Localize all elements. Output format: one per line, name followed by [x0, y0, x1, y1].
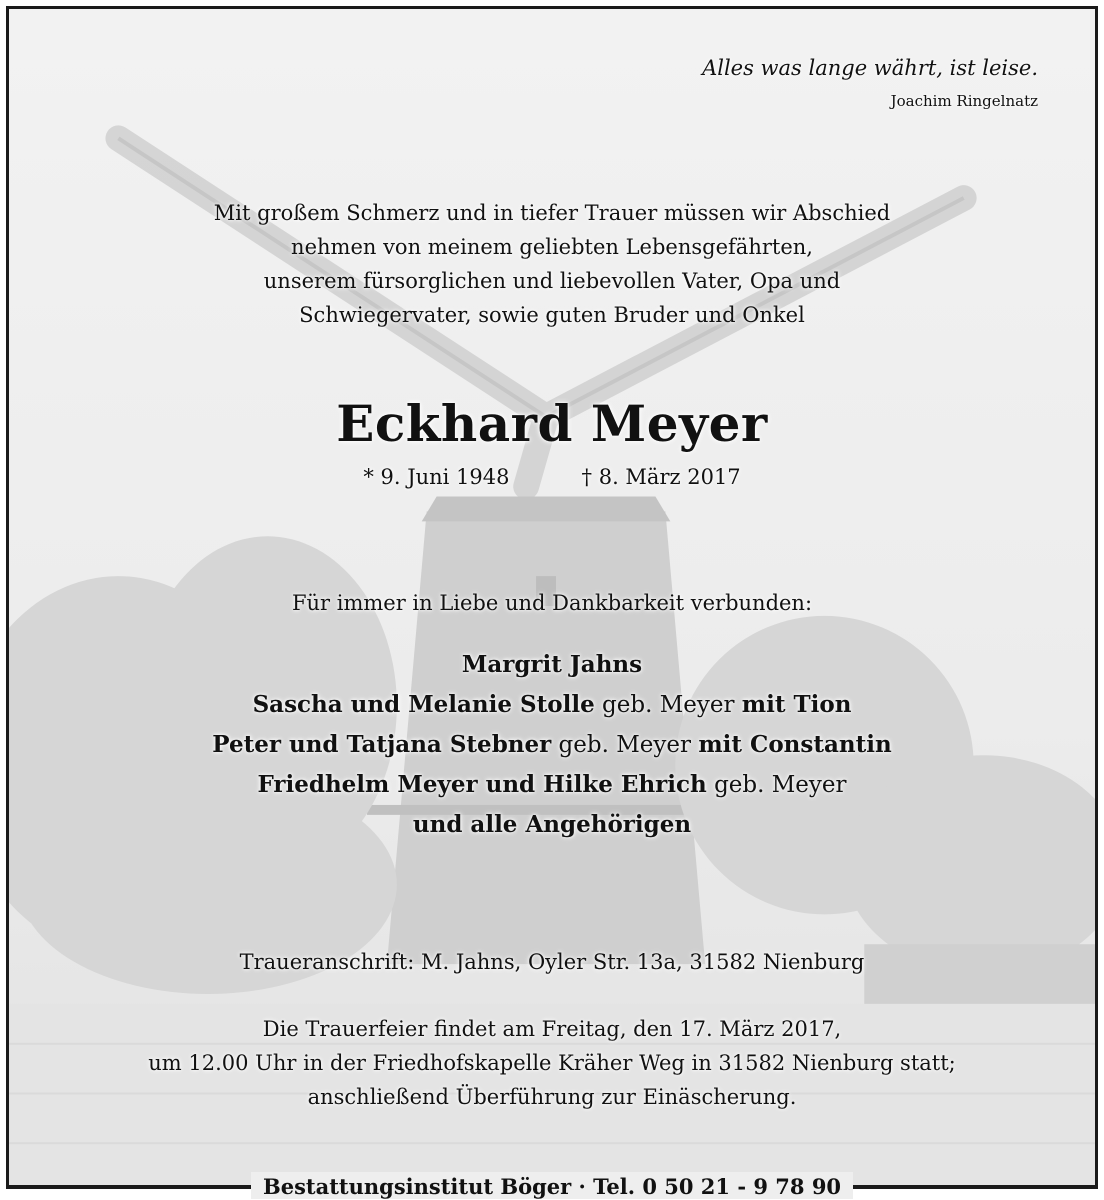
mourner-line: [0, 685, 1104, 725]
mourners-list: [0, 645, 1104, 845]
mourner-line: [0, 645, 1104, 685]
intro-line: unserem fürsorglichen und liebevollen Vater, Opa und: [263, 269, 841, 293]
mourner-note: geb. Meyer: [594, 692, 742, 718]
mourner-name: Sascha und Melanie Stolle: [252, 691, 595, 718]
mourner-name: Peter und Tatjana Stebner: [212, 731, 552, 758]
ceremony-line: Die Trauerfeier findet am Freitag, den 17. März 2017,: [262, 1017, 842, 1041]
ceremony-line: um 12.00 Uhr in der Friedhofskapelle Kräher Weg in 31582 Nienburg statt;: [148, 1051, 956, 1075]
intro-text: [0, 196, 1104, 332]
ceremony-line: anschließend Überführung zur Einäscherung.: [307, 1085, 797, 1109]
mourning-address: Traueranschrift: M. Jahns, Oyler Str. 13a, 31582 Nienburg: [239, 950, 865, 974]
deceased-name: Eckhard Meyer: [336, 394, 768, 453]
intro-line: Mit großem Schmerz und in tiefer Trauer müssen wir Abschied: [213, 201, 891, 225]
footer: [0, 1172, 1104, 1199]
mourner-line: [0, 805, 1104, 845]
death-date: † 8. März 2017: [581, 465, 741, 489]
intro-line: Schwiegervater, sowie guten Bruder und Onkel: [299, 303, 805, 327]
mourner-note: geb. Meyer: [551, 732, 699, 758]
mourner-others: und alle Angehörigen: [412, 811, 692, 838]
funeral-home-contact: Bestattungsinstitut Böger · Tel. 0 50 21 - 9 78 90: [251, 1172, 853, 1199]
intro-line: nehmen von meinem geliebten Lebensgefährten,: [291, 235, 813, 259]
ceremony-info: [0, 1012, 1104, 1114]
epigraph-quote: Alles was lange währt, ist leise.: [702, 56, 1038, 80]
mourner-name: Friedhelm Meyer und Hilke Ehrich: [257, 771, 707, 798]
mourner-line: [0, 725, 1104, 765]
mourner-child: mit Tion: [741, 691, 852, 718]
mourner-name: Margrit Jahns: [461, 651, 643, 678]
mourner-line: [0, 765, 1104, 805]
epigraph: [702, 56, 1038, 110]
birth-date: * 9. Juni 1948: [363, 465, 510, 489]
mourner-child: mit Constantin: [698, 731, 892, 758]
bond-line: Für immer in Liebe und Dankbarkeit verbunden:: [291, 591, 813, 615]
epigraph-author: Joachim Ringelnatz: [890, 92, 1038, 110]
life-dates: [0, 465, 1104, 489]
mourner-note: geb. Meyer: [706, 772, 847, 798]
